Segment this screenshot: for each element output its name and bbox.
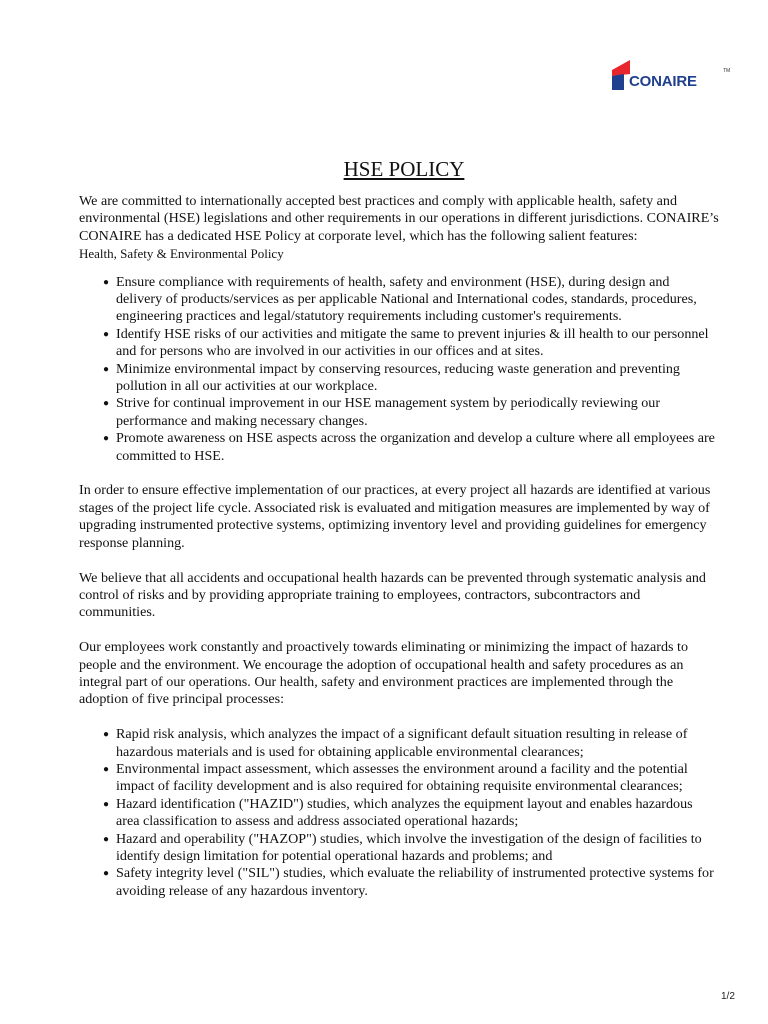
list-item (79, 395, 719, 430)
list-item-text: Safety integrity level ("SIL") studies, which evaluate the reliability of instrumented protective systems for avoiding release of any hazardous inventory. (116, 865, 714, 899)
list-item (79, 430, 719, 465)
policy-subtitle: Health, Safety & Environmental Policy (79, 246, 284, 262)
bullet-icon: ● (103, 276, 110, 288)
list-item (79, 326, 719, 361)
list-item (79, 796, 719, 831)
bullet-icon: ● (103, 798, 110, 810)
document-body (79, 193, 719, 900)
list-item (79, 274, 719, 326)
page-number: 1/2 (721, 991, 735, 1002)
list-item-text: Rapid risk analysis, which analyzes the impact of a significant default situation resulting in release of hazardous materials and is used for obtaining applicable environmental clearances; (116, 726, 688, 760)
implementation-paragraph: In order to ensure effective implementation of our practices, at every project all hazards are identified at various stages of the project life cycle. Associated risk is evaluated and mitigation measures are implemented by way of upgrading instrumented protective systems, optimizing inventory level and providing guidelines for emergency response planning. (79, 482, 711, 551)
bullet-icon: ● (103, 729, 110, 741)
bullet-icon: ● (103, 763, 110, 775)
list-item (79, 865, 719, 900)
list-item-text: Strive for continual improvement in our HSE management system by periodically reviewing our performance and making necessary changes. (116, 395, 661, 429)
list-item (79, 831, 719, 866)
bullet-icon: ● (103, 868, 110, 880)
processes-list (79, 726, 719, 900)
list-item-text: Environmental impact assessment, which assesses the environment around a facility and the potential impact of facility development and is also required for obtaining requisite environmental clearances; (116, 760, 688, 795)
bullet-icon: ● (103, 833, 110, 845)
list-item (79, 726, 719, 761)
bullet-icon: ● (103, 328, 110, 340)
bullet-icon: ● (103, 433, 110, 445)
page-title: HSE POLICY (343, 157, 465, 182)
intro-paragraph: We are committed to internationally accepted best practices and comply with applicable health, safety and environmental (HSE) legislations and other requirements in our operations in different jurisdictions. CONAIRE’s CONAIRE has a dedicated HSE Policy at corporate level, which has the following salient features: (79, 193, 719, 244)
list-item-text: Hazard identification ("HAZID") studies, which analyzes the equipment layout and enables hazardous area classification to assess and address associated operational hazards; (116, 795, 693, 830)
list-item-text: Minimize environmental impact by conserving resources, reducing waste generation and preventing pollution in all our activities at our workplace. (116, 360, 680, 395)
list-item-text: Ensure compliance with requirements of health, safety and environment (HSE), during design and delivery of products/services as per applicable National and International codes, standards, procedures, engineering practices and legal/statutory requirements including customer's requirements. (116, 273, 697, 325)
list-item-text: Promote awareness on HSE aspects across the organization and develop a culture where all employees are committed to HSE. (116, 430, 715, 464)
list-item (79, 361, 719, 396)
list-item-text: Hazard and operability ("HAZOP") studies, which involve the investigation of the design of facilities to identify design limitation for potential operational hazards and problems; and (116, 830, 702, 864)
features-list (79, 274, 719, 465)
bullet-icon: ● (103, 398, 110, 410)
list-item-text: Identify HSE risks of our activities and mitigate the same to prevent injuries & ill health to our personnel and for persons who are involved in our activities in our offices and at sites. (116, 325, 709, 360)
employees-paragraph: Our employees work constantly and proactively towards eliminating or minimizing the impact of hazards to people and the environment. We encourage the adoption of occupational health and safety procedures as an integral part of our operations. Our health, safety and environment practices are implemented through the adoption of five principal processes: (79, 639, 689, 708)
bullet-icon: ● (103, 363, 110, 375)
logo-wordmark: CONAIRE (629, 73, 697, 90)
logo-trademark: TM (723, 68, 731, 74)
list-item (79, 761, 719, 796)
prevention-paragraph: We believe that all accidents and occupational health hazards can be prevented through systematic analysis and control of risks and by providing appropriate training to employees, contractors, subcontractors and communities. (79, 569, 706, 621)
conaire-logo (610, 56, 730, 96)
